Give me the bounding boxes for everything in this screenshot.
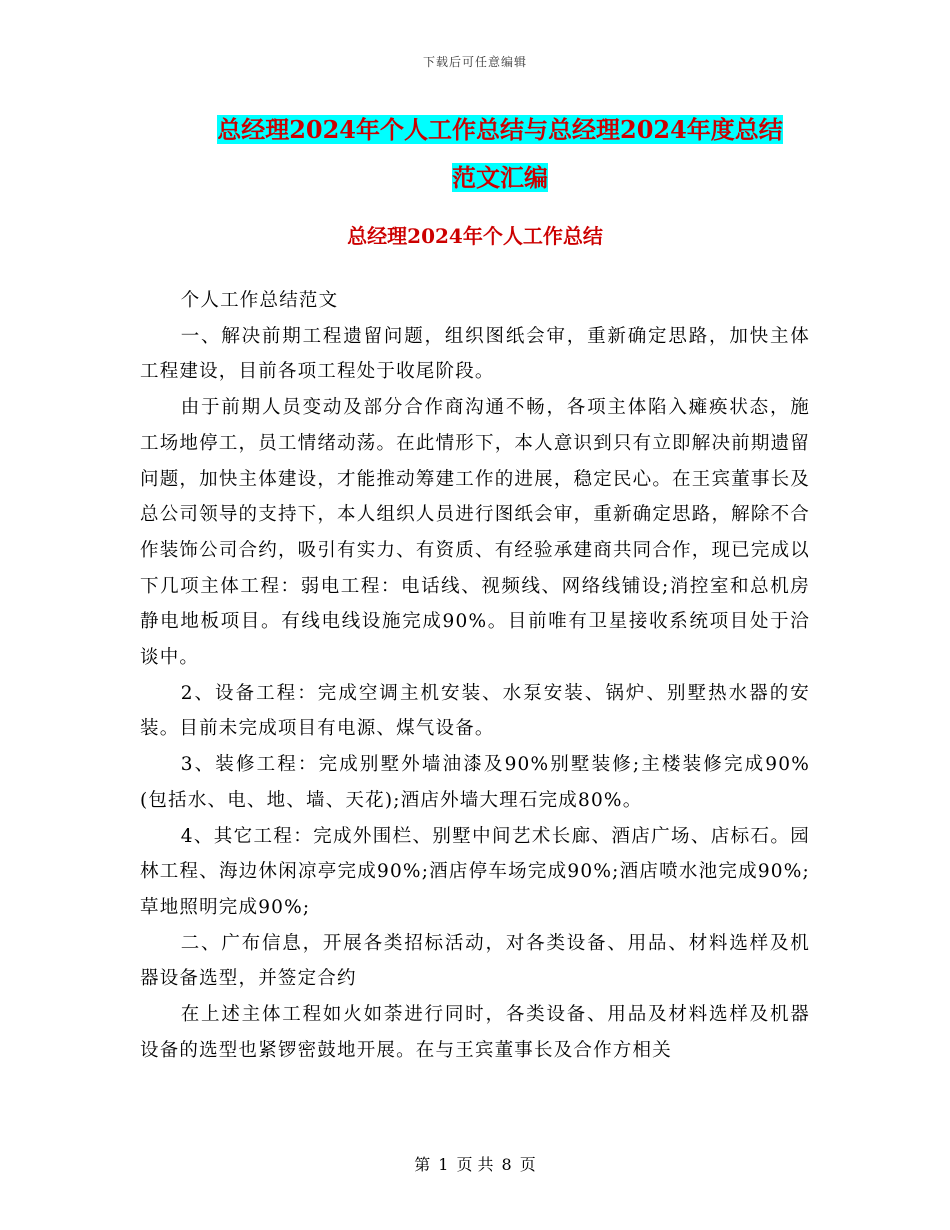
header-note: 下载后可任意编辑 [422,55,527,69]
footer-page-number: 1 [438,1155,449,1174]
paragraph: 二、广布信息，开展各类招标活动，对各类设备、用品、材料选样及机器设备选型，并签定合约 [140,932,810,990]
paragraph: 一、解决前期工程遗留问题，组织图纸会审，重新确定思路，加快主体工程建设，目前各项工程处于收尾阶段。 [140,325,810,383]
paragraph: 个人工作总结范文 [180,290,339,311]
footer-prefix: 第 [414,1155,431,1174]
document-title-line1: 总经理2024年个人工作总结与总经理2024年度总结 [217,115,783,144]
paragraph: 2、设备工程：完成空调主机安装、水泵安装、锅炉、别墅热水器的安装。目前未完成项目有电源、煤气设备。 [140,682,810,740]
body-text [140,283,810,1068]
footer-total-pages: 8 [501,1155,512,1174]
footer-middle: 页 共 [456,1155,494,1174]
document-title [150,106,850,202]
paragraph: 由于前期人员变动及部分合作商沟通不畅，各项主体陷入瘫痪状态，施工场地停工，员工情绪动荡。在此情形下，本人意识到只有立即解决前期遗留问题，加快主体建设，才能推动筹建工作的进展，稳定民心。在王宾董事长及总公司领导的支持下，本人组织人员进行图纸会审，重新确定思路，解除不合作装饰公司合约，吸引有实力、有资质、有经验承建商共同合作，现已完成以下几项主体工程：弱电工程：电话线、视频线、网络线铺设;消控室和总机房静电地板项目。有线电线设施完成90%。目前唯有卫星接收系统项目处于洽谈中。 [140,397,810,669]
paragraph: 3、装修工程：完成别墅外墙油漆及90%别墅装修;主楼装修完成90%(包括水、电、地、墙、天花);酒店外墙大理石完成80%。 [140,754,810,811]
paragraph: 在上述主体工程如火如荼进行同时，各类设备、用品及材料选样及机器设备的选型也紧锣密鼓地开展。在与王宾董事长及合作方相关 [140,1004,810,1061]
section-title: 总经理2024年个人工作总结 [347,224,603,248]
document-title-line2: 范文汇编 [452,163,548,192]
paragraph: 4、其它工程：完成外围栏、别墅中间艺术长廊、酒店广场、店标石。园林工程、海边休闲凉亭完成90%;酒店停车场完成90%;酒店喷水池完成90%;草地照明完成90%; [140,825,810,918]
footer-suffix: 页 [519,1155,536,1174]
page-footer [0,1152,950,1175]
